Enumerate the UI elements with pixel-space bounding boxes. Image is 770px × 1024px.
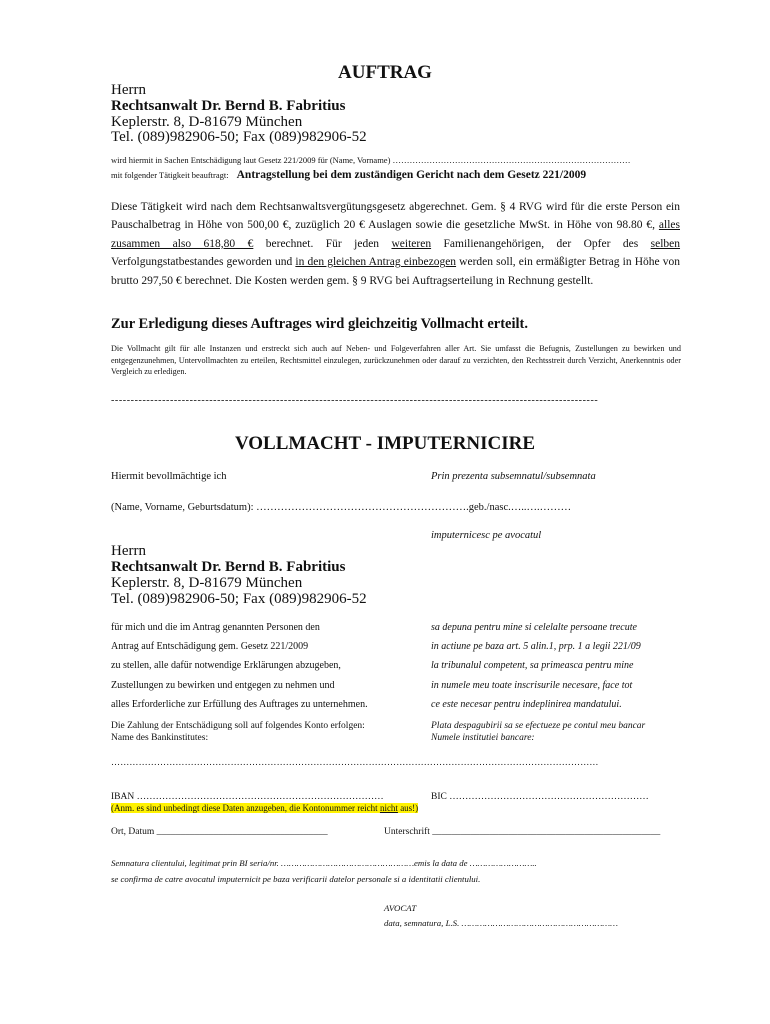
- intro-de: Hiermit bevollmächtige ich: [111, 471, 227, 482]
- fee-weiteren: weiteren: [391, 237, 432, 250]
- avocat-label: AVOCAT: [384, 903, 417, 913]
- fee-text-3: Familienangehörigen, der Opfer des: [431, 237, 651, 250]
- mandate-ro-line: in numele meu toate inscrisurile necesare, face tot: [431, 679, 633, 691]
- account-note-text-1: (Anm. es sind unbedingt diese Daten anzugeben, die Kontonummer reicht: [111, 803, 380, 813]
- separator-line: ----------------------------------------------------------------------------------------------------------------------------: [111, 395, 599, 406]
- intro-ro: Prin prezenta subsemnatul/subsemnata: [431, 471, 596, 482]
- fee-einbezogen: in den gleichen Antrag einbezogen: [295, 256, 457, 269]
- mandate-ro-line: la tribunalul competent, sa primeasca pentru mine: [431, 660, 634, 672]
- fee-paragraph: [111, 198, 680, 290]
- account-note: [111, 803, 418, 813]
- lawyer-name: Rechtsanwalt Dr. Bernd B. Fabritius: [111, 98, 346, 114]
- fee-text-4: Verfolgungstatbestandes geworden und: [111, 256, 296, 269]
- fee-selben: selben: [650, 237, 681, 250]
- client-name-field[interactable]: …………………………………………………………………………: [392, 155, 631, 165]
- payment-de-line: Die Zahlung der Entschädigung soll auf folgendes Konto erfolgen:: [111, 721, 365, 731]
- mandate-de: [111, 618, 368, 714]
- lawyer-address-2: Keplerstr. 8, D-81679 München: [111, 575, 303, 591]
- mandate-ro: [431, 618, 641, 714]
- vollmacht-text: Die Vollmacht gilt für alle Instanzen und erstreckt sich auch auf Neben- und Folgeverfahren aller Art. Sie umfasst die Befugnis, Zustellungen zu bewirken und entgegenzunehmen, Untervollmachten zu erteilen, Rechtsmittel einzulegen, zurückzunehmen oder darauf zu verzichten, den Rechtsstreit durch Verzicht, Anerkenntnis oder Vergleich zu erledigen.: [111, 344, 681, 376]
- mandate-ro-line: ce este necesar pentru indeplinirea mandatului.: [431, 698, 622, 710]
- iban-field[interactable]: IBAN ……………………………………………………………………: [111, 792, 384, 802]
- empower-ro: imputernicesc pe avocatul: [431, 530, 542, 541]
- lawyer-phone-fax: Tel. (089)982906-50; Fax (089)982906-52: [111, 129, 367, 145]
- payment-ro: [431, 720, 645, 744]
- vollmacht-heading: Zur Erledigung dieses Auftrages wird gleichzeitig Vollmacht erteilt.: [111, 316, 528, 332]
- lawyer-phone-fax-2: Tel. (089)982906-50; Fax (089)982906-52: [111, 591, 367, 607]
- task-line: [111, 165, 586, 183]
- lawyer-name-2: Rechtsanwalt Dr. Bernd B. Fabritius: [111, 559, 346, 575]
- client-name-line: [111, 155, 631, 165]
- task-description: Antragstellung bei dem zuständigen Gericht nach dem Gesetz 221/2009: [236, 169, 587, 181]
- fee-text-2: berechnet. Für jeden: [253, 237, 392, 250]
- account-note-nicht: nicht: [379, 803, 398, 813]
- task-prefix: mit folgender Tätigkeit beauftragt:: [111, 170, 229, 180]
- client-signature-line[interactable]: Semnatura clientului, legitimat prin BI seria/nr. ……………………………………………emis la data de ……………………..: [111, 858, 537, 868]
- bank-name-label: Name des Bankinstitutes:: [111, 733, 209, 743]
- recipient-salutation-2: Herrn: [111, 543, 146, 559]
- mandate-de-line: Antrag auf Entschädigung gem. Gesetz 221/2009: [111, 641, 309, 653]
- recipient-salutation: Herrn: [111, 82, 146, 98]
- place-date-field[interactable]: Ort, Datum ____________________________________: [111, 827, 328, 837]
- mandate-ro-line: sa depuna pentru mine si celelalte persoane trecute: [431, 622, 637, 633]
- vollmacht-title: VOLLMACHT - IMPUTERNICIRE: [234, 433, 536, 454]
- payment-de: [111, 720, 365, 744]
- lawyer-address: Keplerstr. 8, D-81679 München: [111, 114, 303, 130]
- avocat-signature-field[interactable]: data, semnatura, L.S. ……………………………………………………: [384, 918, 618, 928]
- auftrag-title: AUFTRAG: [338, 62, 432, 83]
- account-note-text-2: aus!): [397, 803, 419, 813]
- client-name-prefix: wird hiermit in Sachen Entschädigung laut Gesetz 221/2009 für (Name, Vorname): [111, 155, 391, 165]
- signature-field[interactable]: Unterschrift ________________________________________________: [384, 827, 661, 837]
- fee-total: alles zusammen also 618,80 €: [111, 219, 680, 250]
- payment-ro-line: Plata despagubirii sa se efectueze pe contul meu bancar: [431, 721, 646, 731]
- mandate-de-line: alles Erforderliche zur Erfüllung des Auftrages zu unternehmen.: [111, 698, 368, 710]
- confirmation-line: se confirma de catre avocatul imputernicit pe baza verificarii datelor personale si a identitatii clientului.: [111, 874, 481, 884]
- bic-field[interactable]: BIC ………………………………………………………: [431, 792, 649, 802]
- bank-name-field[interactable]: ……………………………………………………………………………………………………………………………………………: [111, 757, 599, 767]
- fee-text-1: Diese Tätigkeit wird nach dem Rechtsanwaltsvergütungsgesetz abgerechnet. Gem. § 4 RVG wird für die erste Person ein Pauschalbetrag in Höhe von 500,00 €, zuzüglich 20 € Auslagen sowie die gesetzliche MwSt. in Höhe von 98.80 €,: [111, 201, 680, 232]
- mandate-de-line: Zustellungen zu bewirken und entgegen zu nehmen und: [111, 679, 335, 691]
- mandate-de-line: zu stellen, alle dafür notwendige Erklärungen abzugeben,: [111, 660, 341, 672]
- fee-text-5: werden soll, ein ermäßigter Betrag in Höhe von brutto 297,50 € berechnet. Die Kosten werden gem. § 9 RVG bei Auftragserteilung in Rechnung gestellt.: [111, 256, 681, 287]
- mandate-ro-line: in actiune pe baza art. 5 alin.1, prp. 1 a legii 221/09: [431, 641, 641, 653]
- bank-name-label-ro: Numele institutiei bancare:: [431, 733, 535, 743]
- name-birthdate-field[interactable]: (Name, Vorname, Geburtsdatum): …………………………………………………….geb./nasc.…..….………: [111, 502, 572, 513]
- mandate-de-line: für mich und die im Antrag genannten Personen den: [111, 622, 320, 633]
